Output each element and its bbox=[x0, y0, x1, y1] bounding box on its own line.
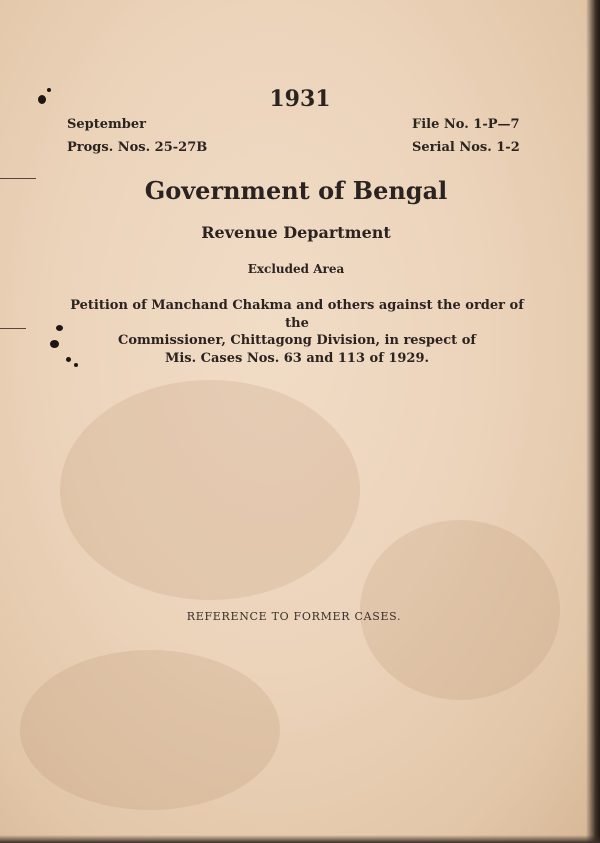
reference-heading: REFERENCE TO FORMER CASES. bbox=[186, 610, 402, 623]
petition-line: Commissioner, Chittagong Division, in respect of bbox=[118, 333, 476, 348]
petition-line: Petition of Manchand Chakma and others against the order of the bbox=[70, 298, 524, 331]
petition-text bbox=[60, 297, 534, 367]
area-label: Excluded Area bbox=[247, 262, 345, 276]
progs-label: Progs. Nos. 25-27B bbox=[67, 140, 208, 155]
department-title: Revenue Department bbox=[201, 223, 391, 242]
file-number-label: File No. 1-P—7 bbox=[412, 117, 520, 132]
paper-stain bbox=[20, 650, 280, 810]
petition-line: Mis. Cases Nos. 63 and 113 of 1929. bbox=[164, 350, 430, 366]
serial-numbers-label: Serial Nos. 1-2 bbox=[412, 140, 520, 155]
government-title: Government of Bengal bbox=[144, 176, 448, 205]
page-edge-shadow bbox=[0, 835, 600, 843]
year-heading: 1931 bbox=[269, 86, 331, 112]
ink-spot bbox=[50, 340, 59, 348]
month-label: September bbox=[67, 117, 146, 132]
paper-stain bbox=[60, 380, 360, 600]
page-edge-shadow bbox=[586, 0, 600, 843]
page-mark bbox=[0, 328, 26, 329]
